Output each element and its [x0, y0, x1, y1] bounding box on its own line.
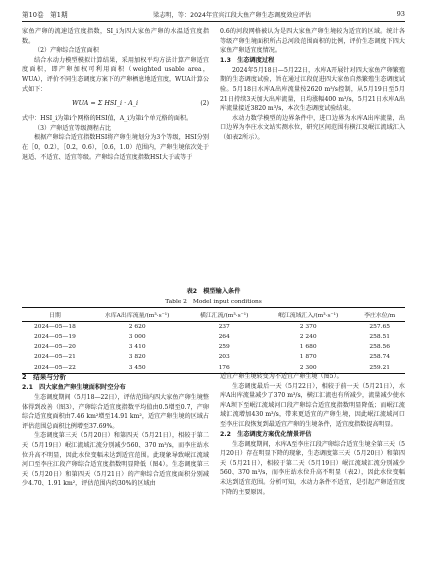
- model-input-table: [22, 307, 405, 374]
- table-cell: 259.21: [354, 363, 405, 374]
- header-rule: [22, 21, 405, 22]
- table-cell: 2024—05—20: [34, 344, 76, 351]
- paragraph: 水动力数学模型的边界条件中，进口边界为水库A出库流量，出口边界为李庄水文站实测水位，研究区间范围有横江及岷江流域汇入（如表2所示）。: [220, 114, 405, 141]
- paragraph: 根据产卵综合适宜指数HSI将产卵生境划分为3个等级，HSI分别在［0，0.2），［0.2，0.6），［0.6，1.0）范围内，产卵生境依次处于退适、不适宜、适宜等级。产卵综合适宜度指数HSI大于或等于: [22, 134, 209, 161]
- subheading-wua: （2）产卵综合适宜面积: [34, 47, 99, 55]
- subheading-level: （3）产卵适宜等级测程占比: [34, 124, 112, 132]
- table-row: [22, 322, 405, 333]
- table-cell: 2024—05—18: [34, 323, 76, 330]
- table-caption-en: Table 2 Model input conditions: [165, 299, 262, 305]
- left-column-bottom: [22, 372, 209, 489]
- paragraph: 生态调度期间（5月18—22日），评估范围内四大家鱼产卵生境整体得到改善（图3），产卵综合适宜度指数平均值由0.5增至0.7，产卵综合适宜度面积由7.46 km²增至14.91 km²，适宜产卵生境的区域占评估范围总面积比例增至37.69%。: [22, 394, 209, 430]
- running-header: [22, 8, 405, 20]
- table-cell: 203: [218, 354, 230, 361]
- table-cell: 3 410: [128, 344, 146, 351]
- paragraph: 0.6的河段网格被认为是四大家鱼产卵生境较为适宜的区域。统计各等级产卵生境面积所占总河段范围面积的比例，评价生态调度下四大家鱼产卵适宜度情况。: [220, 28, 405, 55]
- right-column-top: [220, 27, 405, 143]
- table-cell: 264: [218, 333, 230, 340]
- paragraph: 2024年5月18日—5月22日，水库A开展针对四大家鱼产卵繁殖期的生态调度试验，旨在通过江段促进四大家鱼自然繁殖生态调度试验。5月18日水库A出库流量按2620 m³/s控制，从5月19日至5月21日持续3天加大出库流量，日均涨幅400 m³/s，5月21日水库A出库流量接近3820 m³/s，本次生态调度试验结束。: [220, 66, 405, 113]
- paragraph: 式中：HSI_i为第i个网格的HSI值，A_i为第i个单元格的面积。: [22, 115, 193, 123]
- table-row: [22, 342, 405, 352]
- table-cell: 2024—05—21: [34, 354, 76, 361]
- paragraph: 生态调度第三天（5月20日）和第四天（5月21日），相较于第二天（5月19日）岷江流域汇流分别减少560、370 m³/s，而李庄站水位升高不明显，因此水位变幅未达到适宜范围。此现象导致岷江流域河口至李庄江段产卵综合适宜度指数明显降低（图4）。生态调度第三天（5月20日）和第四天（5月21日）的产卵综合适宜度面积分别减少4.70、1.91 km²，评估范围内约30%的区域由: [22, 432, 209, 488]
- column-header: 水库A出库流量/(m³·s⁻¹): [88, 308, 187, 322]
- table-cell: 2 620: [128, 323, 146, 330]
- section-heading-2-1: 2.1 四大家鱼产卵生境面积时空分布: [22, 384, 126, 391]
- table-cell: 2 300: [262, 363, 354, 374]
- table-cell: 3 450: [88, 363, 187, 374]
- table-cell: 2 240: [299, 333, 317, 340]
- table-cell: 2 370: [299, 323, 317, 330]
- table-cell: 1 680: [299, 344, 317, 351]
- equation-expression: WUA = Σ HSI_i · A_i: [72, 99, 139, 108]
- table-cell: 2024—05—19: [34, 333, 76, 340]
- paragraph: 家鱼产卵的流速适宜度指数，SI_i为四大家鱼产卵的水温适宜度指数。: [22, 28, 209, 45]
- table-cell: 176: [186, 363, 262, 374]
- equation-wua: [22, 94, 209, 114]
- section-heading-2: 2 结果与分析: [22, 373, 67, 381]
- column-header: 横江汇流/(m³·s⁻¹): [186, 308, 262, 322]
- table-row: [22, 332, 405, 342]
- table-cell: 2024—05—22: [22, 363, 88, 374]
- table-cell: 3 820: [128, 354, 146, 361]
- paragraph: 适宜产卵生境转变为不适宜产卵生境（图5）。: [220, 373, 343, 380]
- column-header: 李庄水位/m: [354, 308, 405, 322]
- right-column-bottom: [220, 372, 405, 497]
- left-column-top: [22, 27, 209, 162]
- section-heading-2-2: 2.2 生态调度方案优化情景评估: [220, 430, 312, 438]
- header-volume: 第10卷 第1期: [22, 11, 68, 19]
- table-row: [22, 353, 405, 363]
- table-cell: 257.65: [369, 323, 390, 330]
- table-cell: 258.74: [369, 354, 390, 361]
- paragraph: 生态调度最后一天（5月22日），相较于前一天（5月21日），水库A出库流量减少了370 m³/s，横江汇流也有所减少，流量减少使水库A坝下至岷江流域河口段产卵综合适宜度指数明显降低；而岷江流域汇流增加430 m³/s，带来更适宜的产卵生境，因此岷江流域河口至李庄江段恢复到最适宜产卵的生境条件，适宜度指数提高明显。: [220, 382, 405, 428]
- table-cell: 259: [218, 344, 230, 351]
- table-cell: 258.56: [369, 344, 390, 351]
- paragraph: 生态调度期间，水库A至李庄江段产卵综合适宜生境全第三天（5月20日）存在明显下降的现象，生态调度第三天（5月20日）和第四天（5月21日），相较于第二天（5月19日）岷江流域汇流分别减少560、370 m³/s，而李庄站水位升高不明显（表2），因此水位变幅未达到适宜范围。分析可知，水动力条件不适宜，是引起产卵适宜度下降的主要原因。: [220, 440, 405, 496]
- table-cell: 1 870: [299, 354, 317, 361]
- column-header: 岷江流域汇入/(m³·s⁻¹): [262, 308, 354, 322]
- section-heading-1-3: 1.3 生态调度过程: [220, 56, 275, 64]
- paragraph: 结合水动力模型模拟计算结果，采用加权平均方法计算产卵适宜度面积，即产卵加权可利用面积（weighted usable area，WUA），评价不同生态调度方案下的产卵栖息地适宜度，WUA计算公式如下：: [22, 56, 209, 93]
- equation-number: (2): [200, 100, 209, 108]
- page-number: 93: [396, 10, 405, 18]
- table-cell: 237: [218, 323, 230, 330]
- column-header: 日期: [22, 308, 88, 322]
- table-cell: 3 000: [128, 333, 146, 340]
- table-cell: 258.51: [369, 333, 390, 340]
- table-caption-cn: 表2 模型输入条件: [186, 288, 241, 295]
- header-article-title: 梁志明，等：2024年宜宾江段大鱼产卵生态调度效应评估: [153, 11, 312, 19]
- table-header-row: [22, 308, 405, 322]
